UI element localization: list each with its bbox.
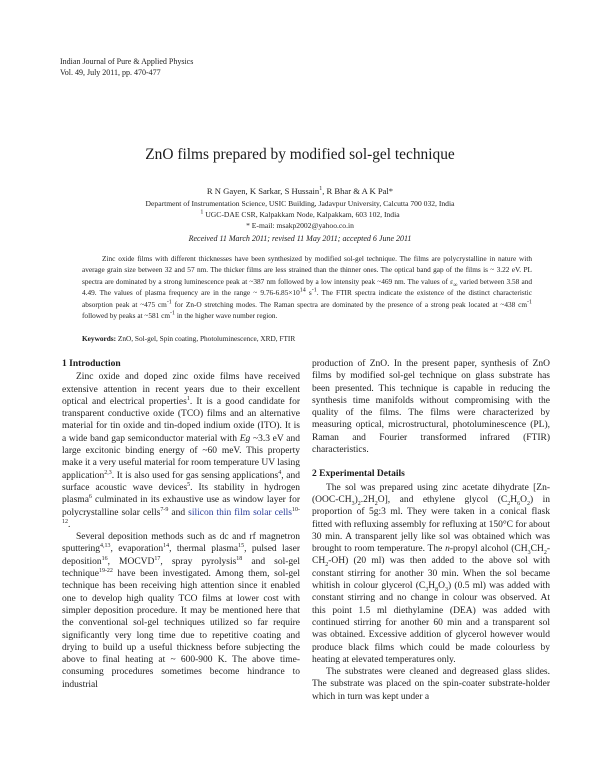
text-run: O: [438, 581, 446, 592]
ref-sup: 10-12: [62, 506, 300, 525]
ref-sup: 4,13: [100, 543, 111, 550]
abstract-part: followed by peaks at ~581 cm: [82, 311, 171, 321]
affiliation-main: Department of Instrumentation Science, USIC Building, Jadavpur University, Calcutta 700 032, India: [145, 199, 455, 208]
experimental-paragraph-2: The substrates were cleaned and degreased glass slides. The substrate was placed on the spin-coater substrate-holder which in turn was kept under a: [312, 667, 550, 702]
ref-sup: 14: [163, 543, 170, 550]
authors-rest: , R Bhar & A K Pal*: [322, 186, 394, 196]
abstract-sup: -1: [527, 299, 533, 306]
abstract-text: [82, 253, 532, 321]
text-run: Zinc oxide and doped zinc oxide films have received extensive attention in recent years due to their excellent optical and electrical properties: [62, 372, 300, 407]
text-run: and sol-gel technique: [62, 556, 300, 580]
text-run: ~3.3 eV and large excitonic binding energy of ~60 meV. This property make it a very useful material for room temperature UV lasing application: [62, 433, 300, 481]
sub: 2: [526, 500, 530, 507]
text-run: .2H: [360, 494, 375, 505]
sub: 2: [374, 500, 378, 507]
text-run: culminated in its exhaustive use as window layer for polycrystalline solar cells: [62, 495, 300, 518]
text-run: and: [168, 507, 186, 518]
journal-issue: Vol. 49, July 2011, pp. 470-477: [60, 67, 161, 77]
text-run: n: [445, 544, 450, 555]
right-column: [312, 358, 550, 703]
intro-heading: 1 Introduction: [62, 359, 121, 369]
text-run: The sol was prepared using zinc acetate dihydrate [Zn-(OOC-CH: [312, 482, 550, 505]
abstract: [82, 253, 532, 321]
ref-sup: 19-22: [98, 567, 113, 574]
ref-sup: 17: [154, 555, 161, 562]
sub: 3: [351, 500, 355, 507]
text-run: , MOCVD: [107, 556, 155, 567]
received-dates: Received 11 March 2011; revised 11 May 2011; accepted 6 June 2011: [188, 234, 412, 243]
text-run: . It is a good candidate for transparent conductive oxide (TCO) films and an alternative material for tin oxide and tin-doped indium oxide (ITO). It is a wide band gap semiconductor material with: [62, 396, 301, 444]
abstract-part: in the higher wave number region.: [175, 311, 278, 321]
journal-header: [60, 57, 193, 78]
ref-sup: 18: [236, 555, 243, 562]
ref-sup: 15: [238, 543, 245, 550]
experimental-heading: 2 Experimental Details: [312, 469, 405, 480]
text-run: have been investigated. Among them, sol-gel technique has been receiving high attention since it enabled one to develop high quality TCO films at lower cost with simpler deposition procedure. It may be mentioned here that the conventional sol-gel techniques utilized so far require significantly very long time due to repetitive coating and drying to build up a useful thickness before subjecting the above to final heating at ~ 600-900 K. The above time-consuming procedures sometimes become hindrance to industrial: [62, 569, 300, 690]
experimental-paragraph-1: [312, 482, 550, 666]
journal-name: Indian Journal of Pure & Applied Physics: [60, 57, 194, 66]
sub: 2: [357, 500, 361, 507]
abstract-sub: ∞: [453, 282, 458, 289]
keywords: [82, 334, 532, 343]
text-run: ) in proportion of 5g:3 ml. They were taken in a conical flask fitted with refluxing assembly for refluxing at 150°C for about 30 min. A transparent jelly like sol was obtained which was brought to room temperature. The: [312, 494, 550, 555]
text-run: , thermal plasma: [169, 544, 239, 555]
text-run: Eg: [239, 433, 251, 444]
text-run: silicon thin film solar cells: [185, 507, 292, 518]
text-run: -OH) (20 ml) was then added to the above sol with constant stirring for another 30 min. When the sol became whitish in colour glycerol (C: [312, 556, 550, 592]
abstract-sup: -1: [166, 299, 172, 306]
affiliation-secondary-text: UGC-DAE CSR, Kalpakkam Node, Kalpakkam, 603 102, India: [203, 210, 400, 219]
sub: 2: [325, 562, 329, 569]
paper-title: ZnO films prepared by modified sol-gel technique: [145, 146, 455, 163]
sub: 3: [425, 586, 429, 593]
ref-sup: 7-9: [160, 506, 169, 513]
text-run: .: [68, 519, 71, 530]
ref-sup: 1: [186, 395, 190, 402]
sub: 8: [435, 586, 439, 593]
text-run: -CH: [312, 544, 550, 567]
intro-continuation: production of ZnO. In the present paper, synthesis of ZnO films by modified sol-gel technique on glass substrate has been presented. This technique is capable in reducing the synthesis time manifolds without compromising with the quality of the films. The films were characterized by measuring optical, microstructural, photoluminescence (PL), Raman and Fourier transformed infrared (FTIR) characteristics.: [312, 359, 550, 456]
text-run: CH: [530, 544, 544, 555]
keywords-label: Keywords:: [82, 334, 117, 343]
text-run: H: [428, 581, 436, 592]
sub: 6: [517, 500, 521, 507]
abstract-sup: -1: [311, 287, 317, 294]
abstract-part: s: [305, 288, 312, 298]
sub: 2: [543, 550, 547, 557]
text-run: . It is also used for gas sensing applications: [111, 470, 279, 481]
keywords-text: ZnO, Sol-gel, Spin coating, Photoluminescence, XRD, FTIR: [116, 334, 296, 343]
text-run: ) (0.5 ml) was added with constant stirring and no change in colour was observed. At this point 1.5 ml diethylamine (DEA) was added with continued stirring for another 60 min and a transparent sol was obtained. Excessive addition of glycerol however would produce black films which could be made colourless by heating at elevated temperatures only.: [312, 581, 550, 665]
text-run: Several deposition methods such as dc and rf magnetron sputtering: [62, 532, 300, 555]
left-column: [62, 358, 300, 691]
affiliation-secondary: [0, 209, 600, 221]
ref-sup: 16: [101, 555, 108, 562]
abstract-part: for Zn-O stretching modes. The Raman spectra are dominated by the presence of a strong peak located at ~438 cm: [171, 299, 528, 309]
sub: 3: [445, 586, 449, 593]
sub: 2: [507, 500, 511, 507]
sub: 3: [527, 550, 531, 557]
abstract-part: . The FTIR spectra indicate the existence of the distinct characteristic absorption peak at ~475 cm: [82, 288, 532, 309]
text-run: , pulsed laser deposition: [62, 544, 300, 567]
ref-sup: 4: [278, 469, 282, 476]
text-run: O], and ethylene glycol (C: [377, 494, 508, 505]
abstract-part: Zinc oxide films with different thicknesses have been synthesized by modified sol-gel technique. The films are polycrystalline in nature with average grain size between 32 and 57 nm. The thicker films are less strained than the thinner ones. The optical band gap of the films is ~ 3.22 eV. PL spectra are dominated by a strong luminescence peak at ~387 nm followed by a low intensity peak ~469 nm. The values of ε: [82, 254, 532, 286]
ref-sup: 5: [187, 481, 191, 488]
ref-sup: 2,3: [104, 469, 112, 476]
ref-sup: 6: [88, 494, 92, 501]
text-run: -propyl alcohol (CH: [449, 544, 528, 555]
text-run: ): [354, 494, 358, 505]
text-run: , and surface acoustic wave devices: [62, 470, 300, 493]
text-run: . Its stability in hydrogen plasma: [62, 482, 300, 506]
email-line: * E-mail: msakp2002@yahoo.co.in: [246, 221, 354, 230]
affiliation-mark: 1: [200, 209, 204, 216]
text-run: O: [520, 494, 527, 505]
intro-paragraph-1: [62, 371, 300, 531]
text-run: , spray pyrolysis: [160, 556, 237, 567]
text-run: , evaporation: [110, 544, 164, 555]
intro-paragraph-2: [62, 531, 300, 691]
abstract-sup: 14: [299, 287, 306, 294]
text-run: H: [510, 494, 518, 505]
authors-text: R N Gayen, K Sarkar, S Hussain: [206, 186, 320, 196]
abstract-sup: -1: [170, 310, 176, 317]
authors-mark: 1: [319, 186, 323, 193]
abstract-part: varied between 3.58 and 4.49. The values of plasma frequency are in the range ~ 9.76-6.85×10: [82, 276, 532, 298]
authors: [0, 186, 600, 196]
